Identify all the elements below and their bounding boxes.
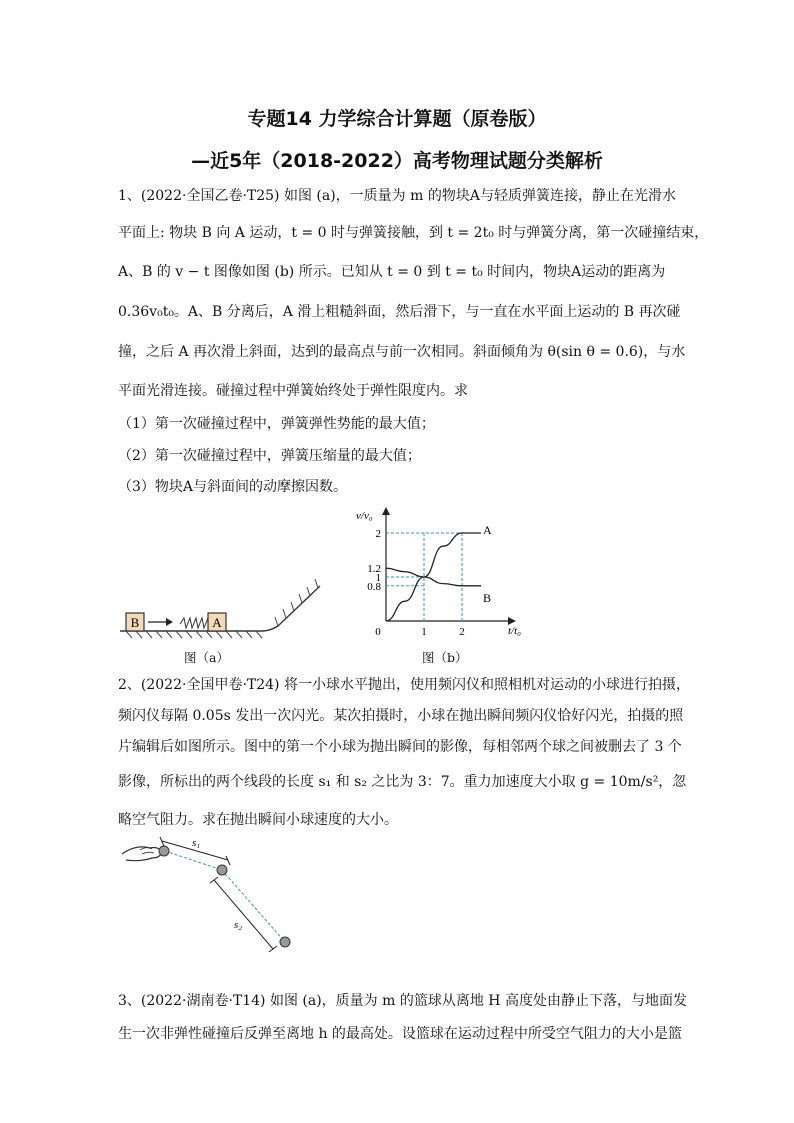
q1-line-3: A、B 的 v − t 图像如图 (b) 所示。已知从 t = 0 到 t = t₀ 时间内，物块A运动的距离为 bbox=[118, 264, 666, 280]
figure-a-caption: 图（a） bbox=[184, 650, 229, 665]
y-tick-label: 2 bbox=[375, 528, 381, 540]
q1-subquestion-2: （2）第一次碰撞过程中，弹簧压缩量的最大值； bbox=[118, 448, 421, 464]
x-tick-label: 1 bbox=[421, 626, 427, 638]
q1-line-1: 1、(2022·全国乙卷·T25) 如图 (a)，一质量为 m 的物块A与轻质弹簧连接，静止在光滑水 bbox=[118, 188, 676, 204]
q2-line-1: 2、(2022·全国甲卷·T24) 将一小球水平抛出，使用频闪仪和照相机对运动的小球进行拍摄， bbox=[118, 677, 690, 693]
page-title: 专题14 力学综合计算题（原卷版） bbox=[247, 108, 547, 130]
figure-b-caption: 图（b） bbox=[422, 650, 468, 665]
x-tick-label: 0 bbox=[375, 626, 381, 638]
figure-a bbox=[120, 570, 340, 660]
y-axis-label: v/v₀ bbox=[356, 510, 373, 522]
curve-a-label: A bbox=[483, 523, 492, 537]
y-tick-label: 1.2 bbox=[367, 563, 381, 576]
q1-line-5: 撞，之后 A 再次滑上斜面，达到的最高点与前一次相同。斜面倾角为 θ(sin θ = 0.6)，与水 bbox=[118, 344, 686, 360]
block-b-label: B bbox=[130, 615, 140, 630]
curve-b bbox=[386, 568, 481, 586]
y-tick-label: 0.8 bbox=[367, 580, 381, 593]
page-subtitle: —近5年（2018-2022）高考物理试题分类解析 bbox=[191, 150, 603, 172]
strobe-figure bbox=[118, 836, 308, 952]
q3-line-2: 生一次非弹性碰撞后反弹至离地 h 的最高处。设篮球在运动过程中所受空气阻力的大小是篮 bbox=[118, 1026, 682, 1042]
q1-line-4: 0.36v₀t₀。A、B 分离后，A 滑上粗糙斜面，然后滑下，与一直在水平面上运动的 B 再次碰 bbox=[118, 304, 681, 320]
q2-line-4: 影像，所标出的两个线段的长度 s₁ 和 s₂ 之比为 3：7。重力加速度大小取 g = 10m/s²，忽 bbox=[118, 774, 687, 790]
q2-line-3: 片编辑后如图所示。图中的第一个小球为抛出瞬间的影像，每相邻两个球之间被删去了 3 个 bbox=[118, 739, 682, 755]
q1-line-2: 平面上: 物块 B 向 A 运动，t = 0 时与弹簧接触，到 t = 2t₀ 时与弹簧分离，第一次碰撞结束， bbox=[118, 225, 709, 241]
x-tick-label: 2 bbox=[459, 626, 465, 638]
curve-a bbox=[386, 533, 481, 621]
q3-line-1: 3、(2022·湖南卷·T14) 如图 (a)，质量为 m 的篮球从离地 H 高度处由静止下落，与地面发 bbox=[118, 993, 687, 1009]
q1-subquestion-3: （3）物块A与斜面间的动摩擦因数。 bbox=[118, 479, 348, 495]
q2-line-5: 略空气阻力。求在抛出瞬间小球速度的大小。 bbox=[118, 812, 398, 828]
ball-2 bbox=[217, 865, 227, 875]
label-s2: s₂ bbox=[234, 919, 243, 931]
y-tick-label: 1 bbox=[375, 572, 381, 584]
x-axis-label: t/t₀ bbox=[508, 625, 521, 637]
figure-b-chart bbox=[350, 503, 530, 643]
ball-3 bbox=[280, 937, 290, 947]
block-a-label: A bbox=[212, 615, 222, 630]
ball-1 bbox=[159, 846, 169, 856]
q1-line-6: 平面光滑连接。碰撞过程中弹簧始终处于弹性限度内。求 bbox=[118, 383, 468, 399]
label-s1: s₁ bbox=[192, 837, 201, 849]
q2-line-2: 频闪仪每隔 0.05s 发出一次闪光。某次拍摄时，小球在抛出瞬间频闪仪恰好闪光，拍摄的照 bbox=[118, 708, 684, 724]
curve-b-label: B bbox=[483, 590, 492, 605]
spring bbox=[180, 618, 210, 628]
q1-subquestion-1: （1）第一次碰撞过程中，弹簧弹性势能的最大值； bbox=[118, 416, 435, 432]
